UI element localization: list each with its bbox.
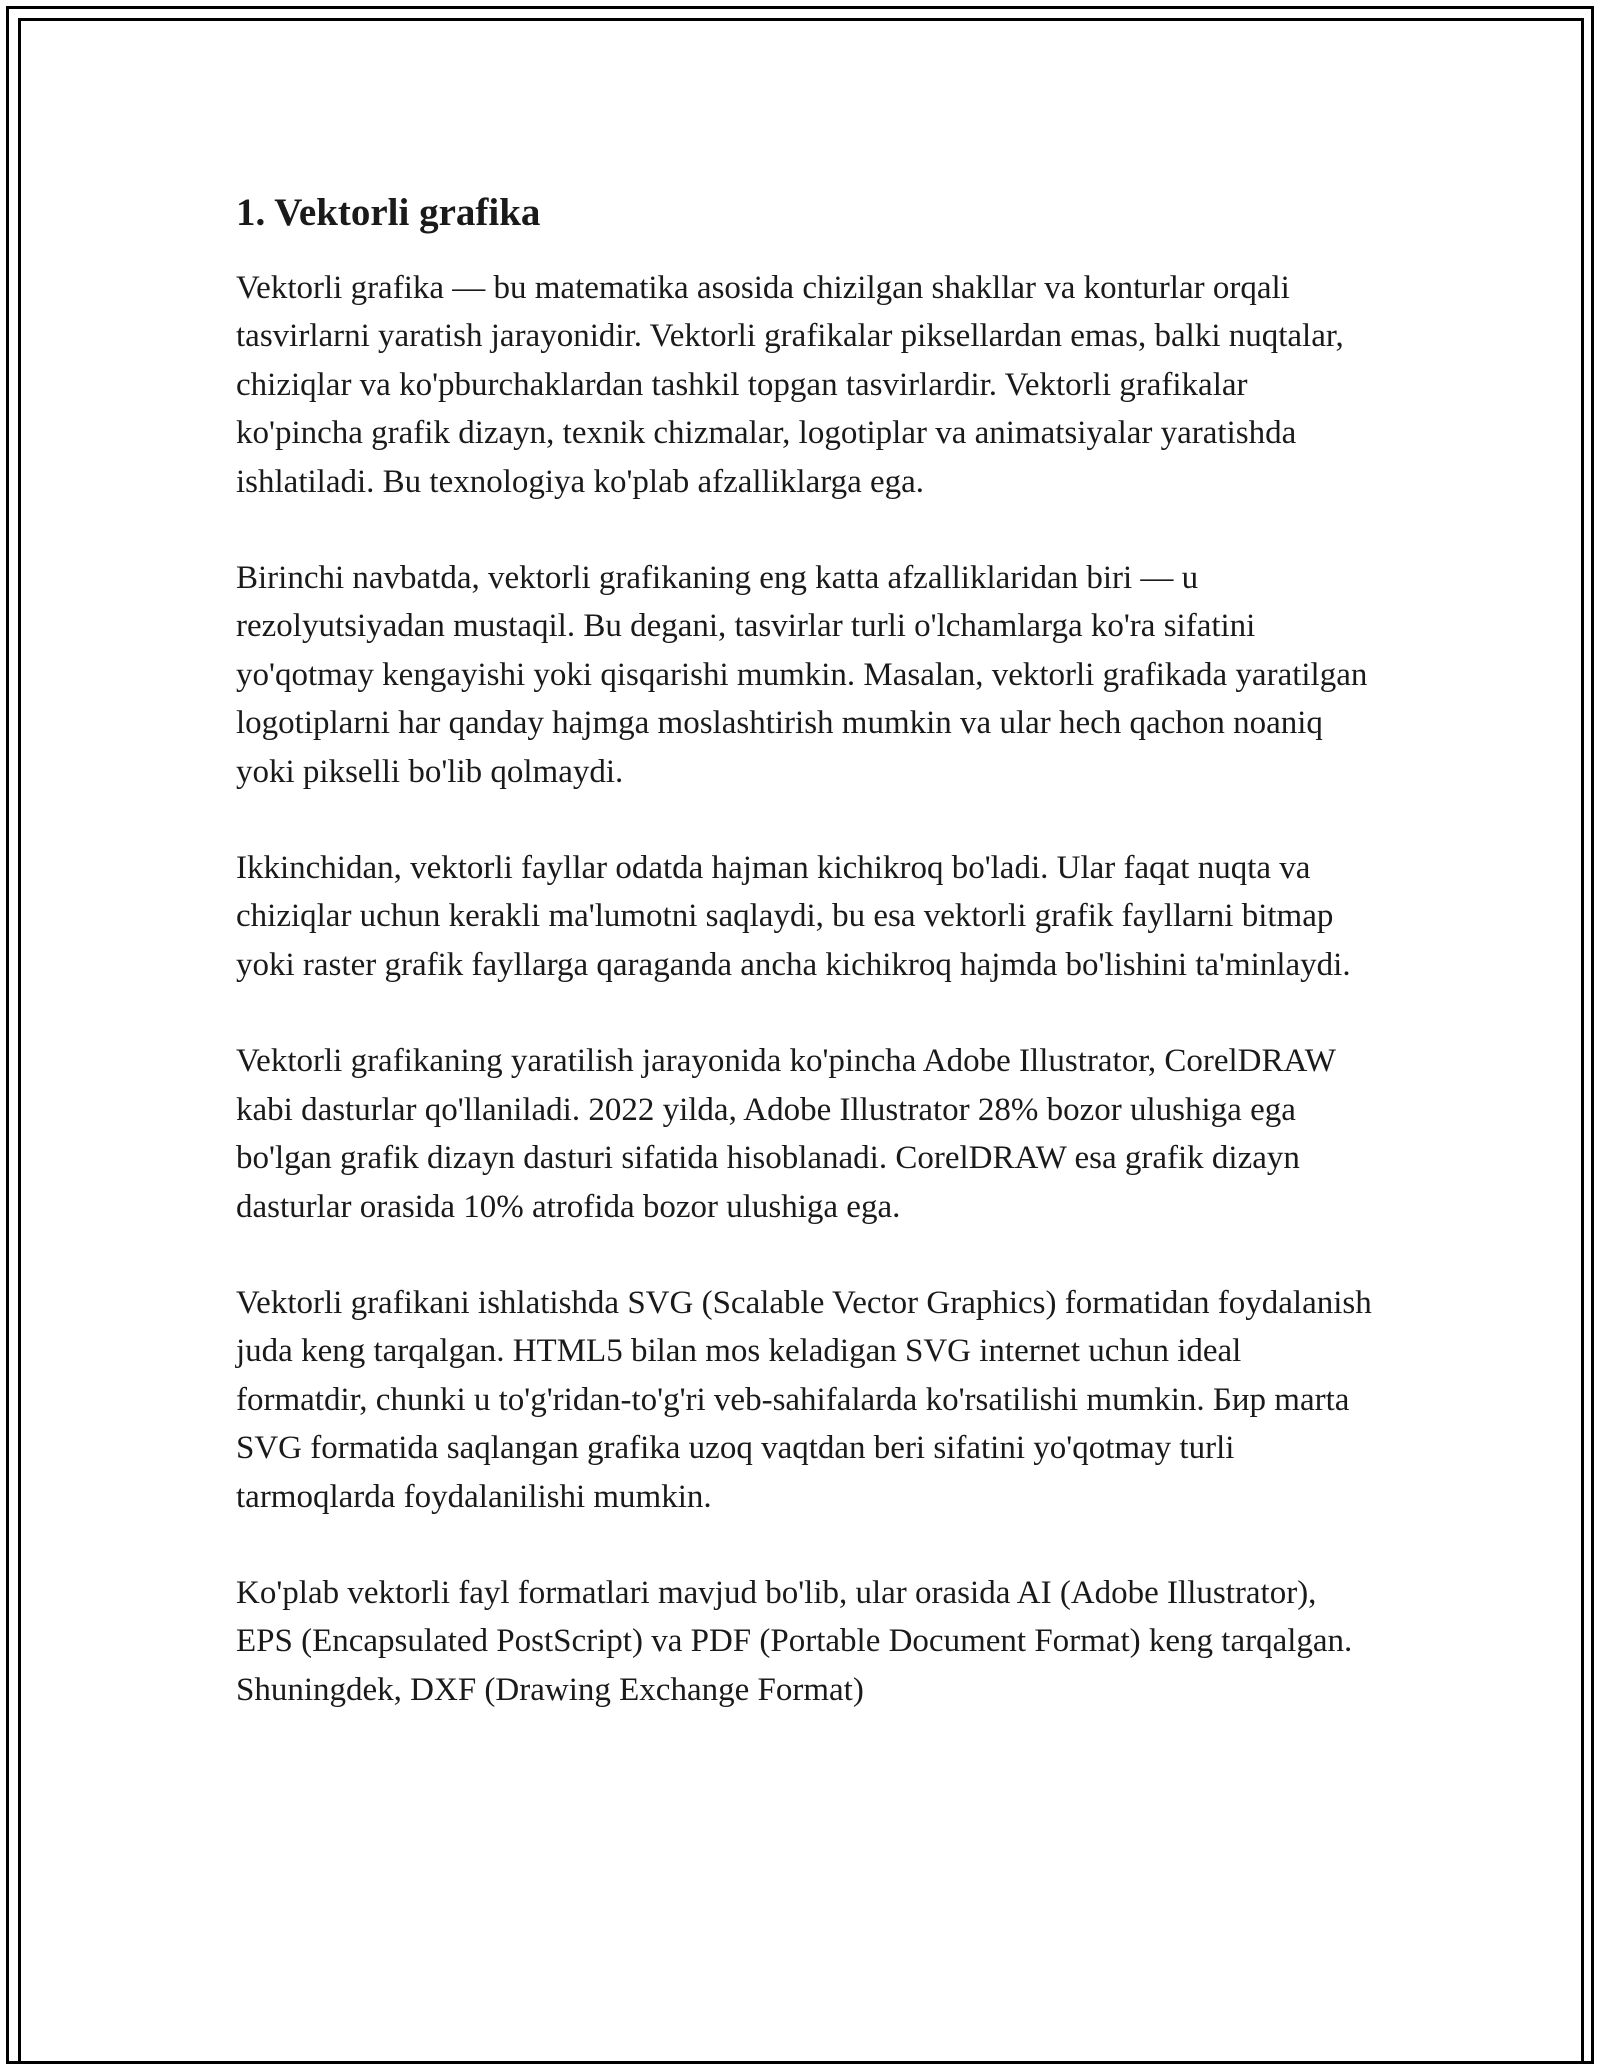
document-body <box>236 188 1376 1762</box>
paragraph-software: Vektorli grafikaning yaratilish jarayonida ko'pincha Adobe Illustrator, CorelDRAW kabi dasturlar qo'llaniladi. 2022 yilda, Adobe Illustrator 28% bozor ulushiga ega bo'lgan grafik dizayn dasturi sifatida hisoblanadi. CorelDRAW esa grafik dizayn dasturlar orasida 10% atrofida bozor ulushiga ega. <box>236 1043 1336 1225</box>
paragraph-file-size: Ikkinchidan, vektorli fayllar odatda hajman kichikroq bo'ladi. Ular faqat nuqta va chiziqlar uchun kerakli ma'lumotni saqlaydi, bu esa vektorli grafik fayllarni bitmap yoki raster grafik fayllarga qaraganda ancha kichikroq hajmda bo'lishini ta'minlaydi. <box>236 850 1351 983</box>
paragraph-svg-format: Vektorli grafikani ishlatishda SVG (Scalable Vector Graphics) formatidan foydalanish juda keng tarqalgan. HTML5 bilan mos keladigan SVG internet uchun ideal formatdir, chunki u to'g'ridan-to'g'ri veb-sahifalarda ko'rsatilishi mumkin. Бир marta SVG formatida saqlangan grafika uzoq vaqtdan beri sifatini yo'qotmay turli tarmoqlarda foydalanilishi mumkin. <box>236 1284 1372 1515</box>
section-heading: 1. Vektorli grafika <box>236 191 541 234</box>
paragraph-intro: Vektorli grafika — bu matematika asosida chizilgan shakllar va konturlar orqali tasvirlarni yaratish jarayonidir. Vektorli grafikalar piksellardan emas, balki nuqtalar, chiziqlar va ko'pburchaklardan tashkil topgan tasvirlardir. Vektorli grafikalar ko'pincha grafik dizayn, texnik chizmalar, logotiplar va animatsiyalar yaratishda ishlatiladi. Bu texnologiya ko'plab afzalliklarga ega. <box>236 270 1344 500</box>
paragraph-file-formats: Ko'plab vektorli fayl formatlari mavjud bo'lib, ular orasida AI (Adobe Illustrator), EPS (Encapsulated PostScript) va PDF (Portable Document Format) keng tarqalgan. Shuningdek, DXF (Drawing Exchange Format) <box>236 1574 1353 1708</box>
paragraph-resolution-independence: Birinchi navbatda, vektorli grafikaning eng katta afzalliklaridan biri — u rezolyutsiyadan mustaqil. Bu degani, tasvirlar turli o'lchamlarga ko'ra sifatini yo'qotmay kengayishi yoki qisqarishi mumkin. Masalan, vektorli grafikada yaratilgan logotiplarni har qanday hajmga moslashtirish mumkin va ular hech qachon noaniq yoki pikselli bo'lib qolmaydi. <box>236 560 1368 790</box>
